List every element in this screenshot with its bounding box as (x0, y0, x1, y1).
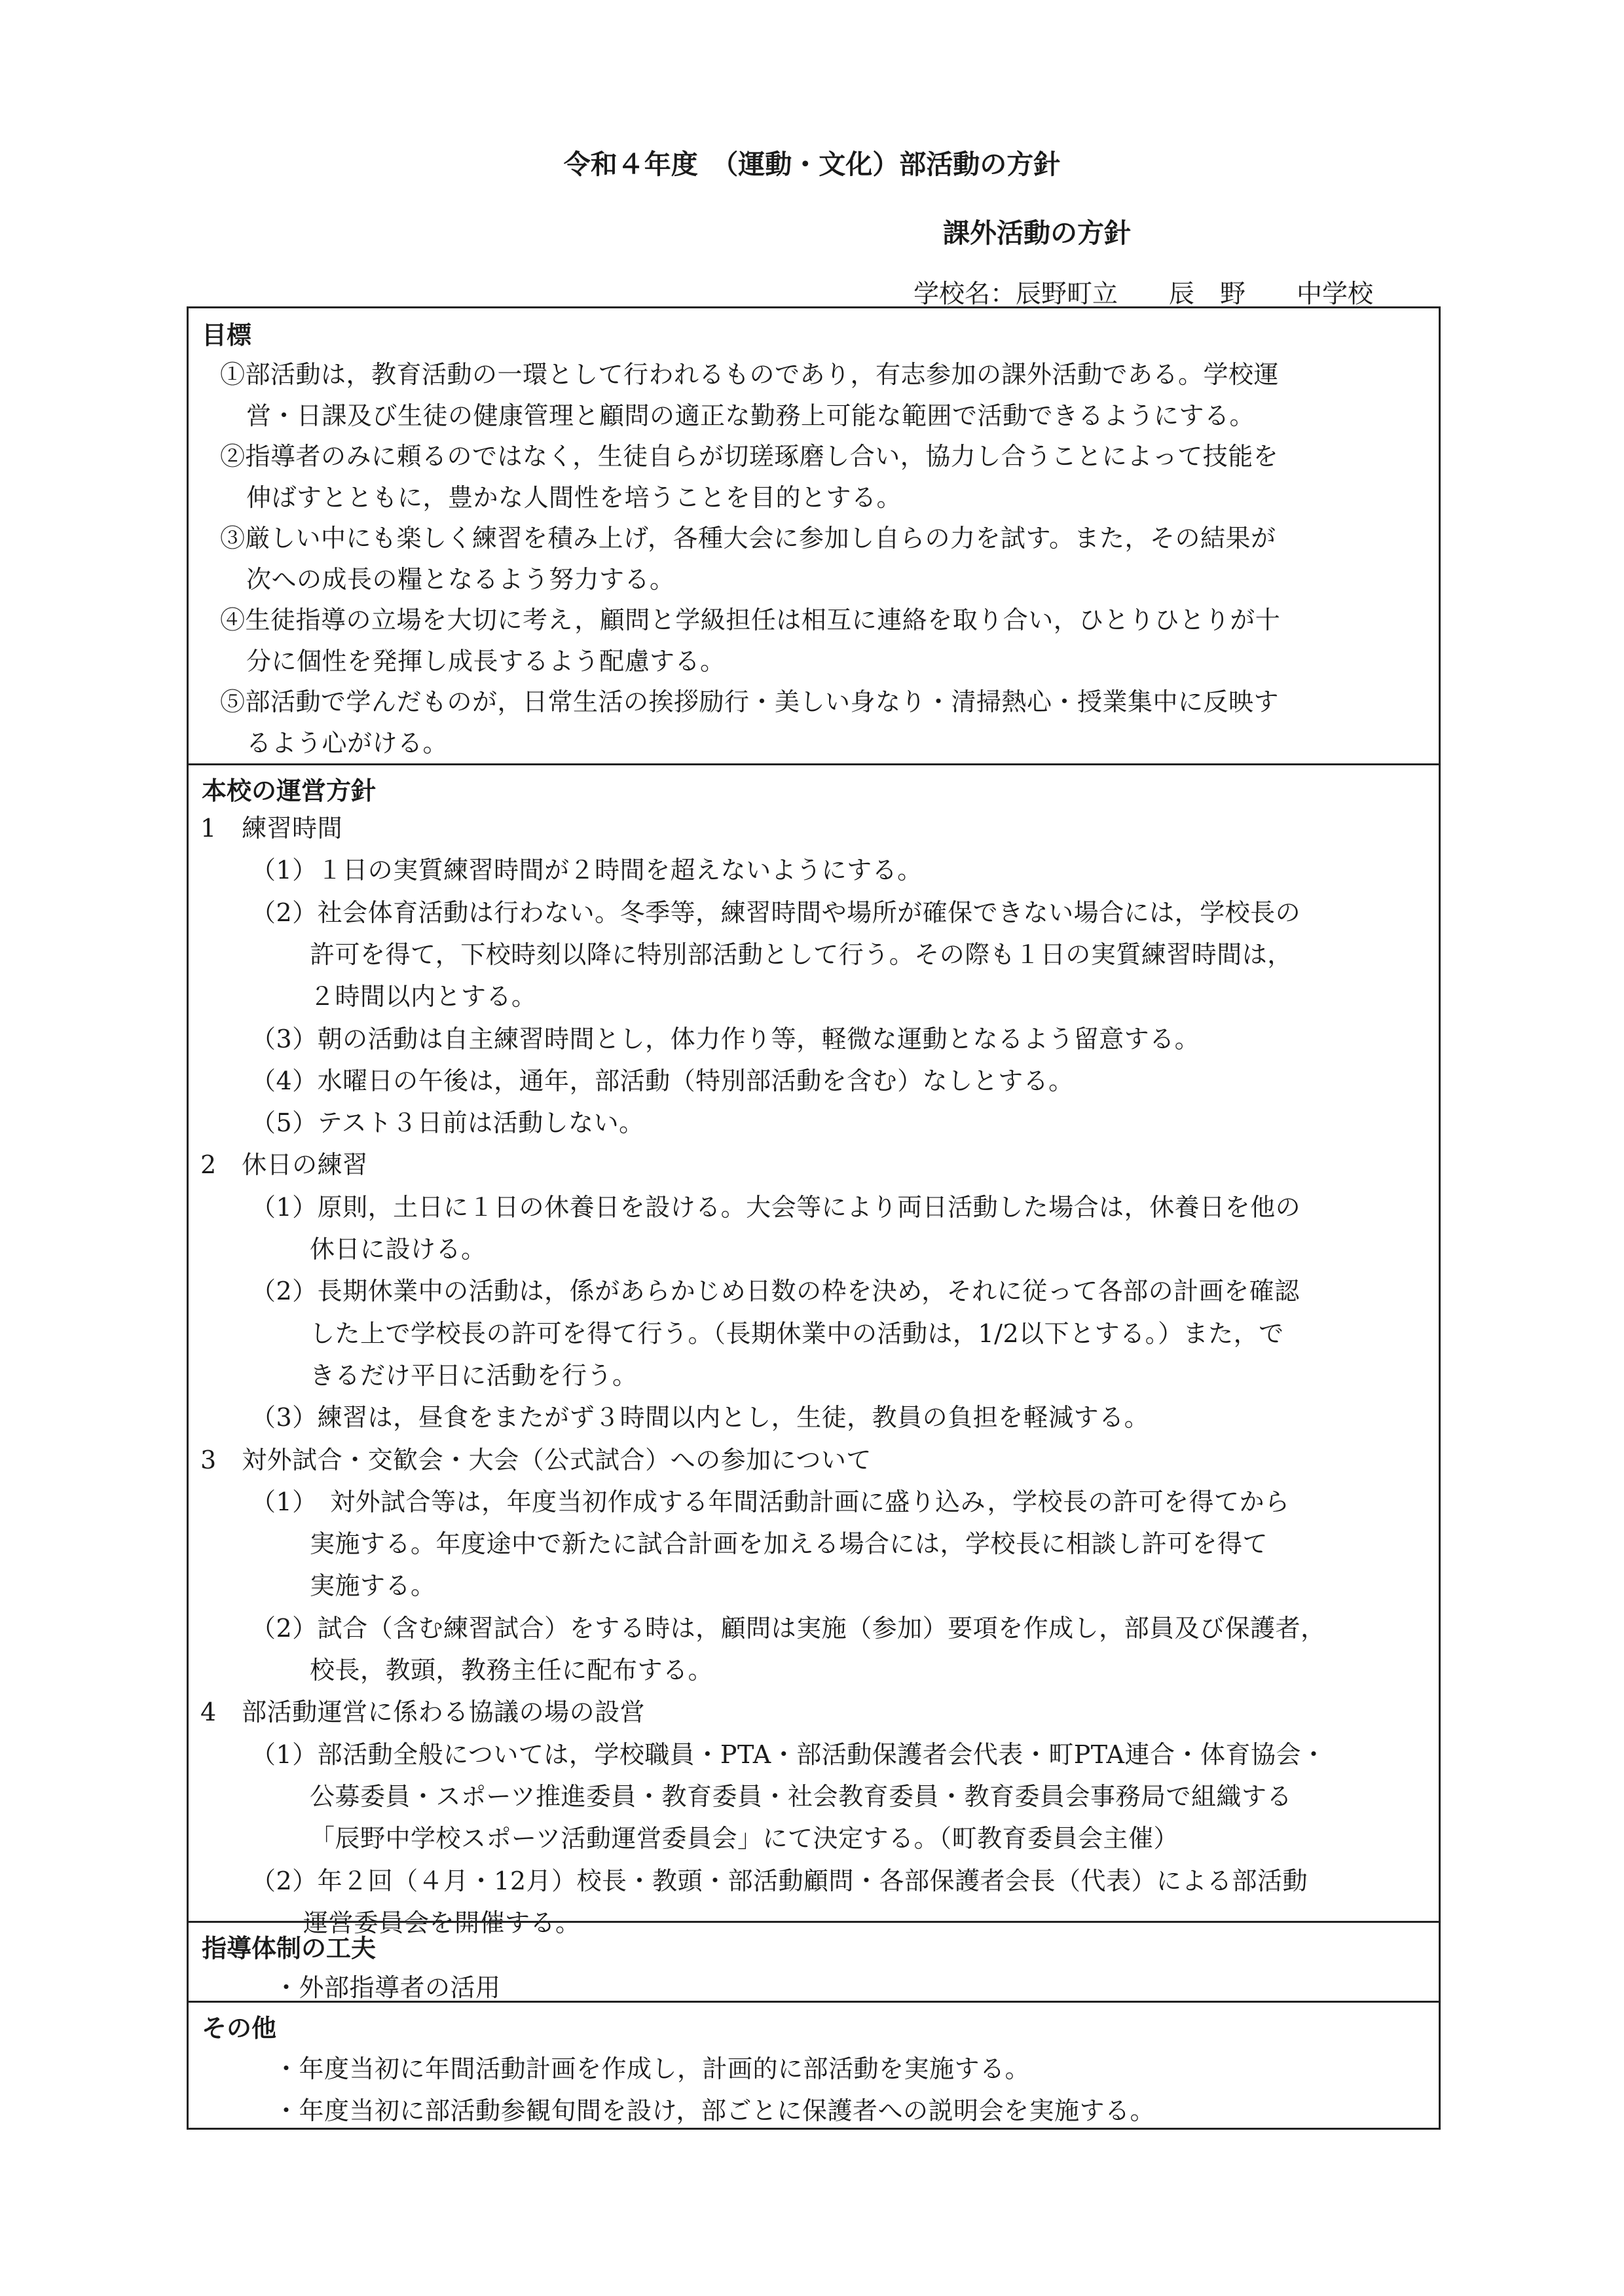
policy-line: （1） 対外試合等は，年度当初作成する年間活動計画に盛り込み，学校長の許可を得てから (251, 1487, 1290, 1516)
policy-line: （1）１日の実質練習時間が２時間を超えないようにする。 (251, 856, 923, 884)
policy-table (187, 306, 1441, 2130)
goals-line: ⑤部活動で学んだものが，日常生活の挨拶励行・美しい身なり・清掃熱心・授業集中に反映す (220, 687, 1280, 716)
policy-line: 「辰野中学校スポーツ活動運営委員会」にて決定する。（町教育委員会主催） (310, 1824, 1179, 1853)
policy-line: きるだけ平日に活動を行う。 (310, 1361, 638, 1390)
goals-line: 営・日課及び生徒の健康管理と顧問の適正な勤務上可能な範囲で活動できるようにする。 (246, 401, 1255, 430)
policy-line: 4 部活動運営に係わる協議の場の設営 (200, 1698, 646, 1726)
policy-line: （3）朝の活動は自主練習時間とし，体力作り等，軽微な運動となるよう留意する。 (251, 1025, 1200, 1053)
goals-section (189, 308, 1439, 763)
other-section (189, 2001, 1439, 2132)
policy-line: （2）長期休業中の活動は，係があらかじめ日数の枠を決め，それに従って各部の計画を確認 (251, 1277, 1300, 1305)
policy-line: した上で学校長の許可を得て行う。（長期休業中の活動は，1/2以下とする。）また，で (310, 1319, 1284, 1348)
policy-line: （1）部活動全般については，学校職員・PTA・部活動保護者会代表・町PTA連合・体育協会・ (251, 1740, 1327, 1769)
goals-line: 伸ばすとともに，豊かな人間性を培うことを目的とする。 (246, 483, 902, 512)
policy-section (189, 763, 1439, 1937)
policy-heading: 本校の運営方針 (202, 776, 377, 805)
policy-line: 許可を得て，下校時刻以降に特別部活動として行う。その際も１日の実質練習時間は， (310, 940, 1293, 969)
policy-line: ２時間以内とする。 (310, 982, 537, 1011)
policy-line: （2）社会体育活動は行わない。冬季等，練習時間や場所が確保できない場合には，学校長の (251, 898, 1301, 927)
guidance-line: ・外部指導者の活用 (274, 1973, 501, 2002)
goals-line: 分に個性を発揮し成長するよう配慮する。 (246, 647, 726, 676)
other-heading: その他 (202, 2014, 277, 2043)
policy-line: 実施する。 (310, 1571, 436, 1600)
policy-line: 運営委員会を開催する。 (303, 1908, 581, 1937)
goals-line: 次への成長の糧となるよう努力する。 (246, 565, 675, 594)
goals-line: るよう心がける。 (246, 729, 449, 757)
policy-line: （3）練習は，昼食をまたがず３時間以内とし，生徒，教員の負担を軽減する。 (251, 1403, 1150, 1432)
policy-line: 1 練習時間 (200, 814, 343, 843)
policy-line: 公募委員・スポーツ推進委員・教育委員・社会教育委員・教育委員会事務局で組織する (310, 1782, 1292, 1811)
policy-line: （2）試合（含む練習試合）をする時は，顧問は実施（参加）要項を作成し，部員及び保護者， (251, 1614, 1326, 1643)
policy-line: 2 休日の練習 (200, 1150, 368, 1179)
policy-line: （4）水曜日の午後は，通年，部活動（特別部活動を含む）なしとする。 (251, 1066, 1074, 1095)
other-line: ・年度当初に部活動参観旬間を設け，部ごとに保護者への説明会を実施する。 (274, 2096, 1155, 2125)
policy-line: 3 対外試合・交歓会・大会（公式試合）への参加について (200, 1446, 872, 1474)
policy-line: 校長，教頭，教務主任に配布する。 (310, 1656, 714, 1685)
guidance-section (189, 1921, 1439, 2003)
document-title: 令和４年度 （運動・文化）部活動の方針 (563, 149, 1061, 180)
school-name: 学校名：辰野町立 辰 野 中学校 (913, 280, 1374, 309)
goals-line: ③厳しい中にも楽しく練習を積み上げ，各種大会に参加し自らの力を試す。また，その結果が (220, 524, 1276, 553)
other-line: ・年度当初に年間活動計画を作成し，計画的に部活動を実施する。 (274, 2054, 1031, 2083)
goals-heading: 目標 (202, 321, 252, 350)
policy-line: （2）年２回（４月・12月）校長・教頭・部活動顧問・各部保護者会長（代表）による部活動 (251, 1867, 1308, 1895)
policy-line: 休日に設ける。 (310, 1235, 487, 1264)
document-subtitle: 課外活動の方針 (943, 217, 1131, 249)
goals-line: ②指導者のみに頼るのではなく，生徒自らが切瑳琢磨し合い，協力し合うことによって技能を (220, 442, 1279, 471)
goals-line: ①部活動は，教育活動の一環として行われるものであり，有志参加の課外活動である。学校運 (220, 360, 1280, 389)
policy-line: （1）原則，土日に１日の休養日を設ける。大会等により両日活動した場合は，休養日を他の (251, 1193, 1301, 1222)
policy-line: 実施する。年度途中で新たに試合計画を加える場合には，学校長に相談し許可を得て (310, 1529, 1268, 1558)
policy-line: （5）テスト３日前は活動しない。 (251, 1108, 644, 1137)
guidance-heading: 指導体制の工夫 (202, 1934, 377, 1963)
goals-line: ④生徒指導の立場を大切に考え，顧問と学級担任は相互に連絡を取り合い，ひとりひとりが十 (220, 606, 1281, 634)
